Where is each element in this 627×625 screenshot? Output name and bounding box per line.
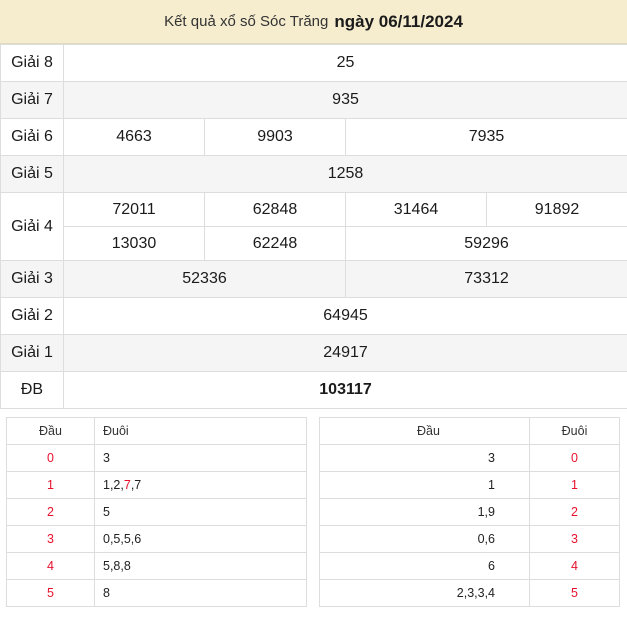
prize-label-1: Giải 1 — [1, 335, 64, 372]
table-row-prize-3 — [1, 261, 627, 298]
tail-value-4: 5,8,8 — [95, 553, 307, 580]
head-value-3: 3 — [7, 526, 95, 553]
right-tail-value-0: 0 — [530, 445, 620, 472]
prize-value-4-4: 91892 — [487, 193, 627, 227]
prize-label-2: Giải 2 — [1, 298, 64, 335]
right-tail-value-4: 4 — [530, 553, 620, 580]
table-row-prize-1 — [1, 335, 627, 372]
prize-value-6-2: 9903 — [205, 119, 346, 156]
tail-value-0: 3 — [95, 445, 307, 472]
table-row — [320, 553, 620, 580]
prize-value-4-1: 72011 — [64, 193, 205, 227]
prize-value-4-7: 59296 — [346, 227, 627, 261]
prize-value-4-3: 31464 — [346, 193, 487, 227]
prize-label-4: Giải 4 — [1, 193, 64, 261]
head-tail-right-table — [319, 417, 620, 607]
table-row — [7, 526, 307, 553]
prize-value-6-3: 7935 — [346, 119, 627, 156]
column-header-duoi-left: Đuôi — [95, 418, 307, 445]
tail-value-5: 8 — [95, 580, 307, 607]
head-tail-right-wrap — [319, 417, 620, 607]
right-tail-value-5: 5 — [530, 580, 620, 607]
right-head-value-0: 3 — [320, 445, 530, 472]
prize-value-5-1: 1258 — [64, 156, 627, 193]
table-row-prize-5 — [1, 156, 627, 193]
prize-value-4-5: 13030 — [64, 227, 205, 261]
table-row — [320, 526, 620, 553]
table-row-prize-8 — [1, 45, 627, 82]
right-tail-value-3: 3 — [530, 526, 620, 553]
table-row — [7, 580, 307, 607]
head-tail-left-wrap — [6, 417, 307, 607]
head-value-5: 5 — [7, 580, 95, 607]
right-head-value-5: 2,3,3,4 — [320, 580, 530, 607]
table-row — [7, 445, 307, 472]
column-header-duoi-right: Đuôi — [530, 418, 620, 445]
right-head-value-3: 0,6 — [320, 526, 530, 553]
prize-label-5: Giải 5 — [1, 156, 64, 193]
table-row — [7, 499, 307, 526]
right-head-value-4: 6 — [320, 553, 530, 580]
tail-value-3: 0,5,5,6 — [95, 526, 307, 553]
result-date: ngày 06/11/2024 — [334, 11, 463, 31]
table-row — [320, 445, 620, 472]
head-tail-right-header-row — [320, 418, 620, 445]
head-value-1: 1 — [7, 472, 95, 499]
prize-value-1-1: 24917 — [64, 335, 627, 372]
prize-value-2-1: 64945 — [64, 298, 627, 335]
page-title: Kết quả xổ số Sóc Trăng — [164, 13, 329, 30]
column-header-dau-right: Đầu — [320, 418, 530, 445]
tail-value-2: 5 — [95, 499, 307, 526]
prize-label-6: Giải 6 — [1, 119, 64, 156]
prize-value-7-1: 935 — [64, 82, 627, 119]
prize-value-3-1: 52336 — [64, 261, 346, 298]
prize-label-db: ĐB — [1, 372, 64, 409]
prize-label-7: Giải 7 — [1, 82, 64, 119]
table-row — [320, 499, 620, 526]
tail-value-1: 1,2,7,7 — [95, 472, 307, 499]
prize-label-8: Giải 8 — [1, 45, 64, 82]
table-row — [320, 472, 620, 499]
prize-value-db-1: 103117 — [64, 372, 627, 409]
prize-value-6-1: 4663 — [64, 119, 205, 156]
table-row-prize-4b — [1, 227, 627, 261]
results-table — [0, 44, 627, 409]
right-head-value-2: 1,9 — [320, 499, 530, 526]
prize-value-4-6: 62248 — [205, 227, 346, 261]
right-head-value-1: 1 — [320, 472, 530, 499]
right-tail-value-1: 1 — [530, 472, 620, 499]
head-tail-left-table — [6, 417, 307, 607]
table-row-prize-7 — [1, 82, 627, 119]
column-header-dau-left: Đầu — [7, 418, 95, 445]
head-tail-left-header-row — [7, 418, 307, 445]
prize-label-3: Giải 3 — [1, 261, 64, 298]
prize-value-3-2: 73312 — [346, 261, 627, 298]
table-row-prize-6 — [1, 119, 627, 156]
table-row — [320, 580, 620, 607]
head-tail-section — [0, 409, 627, 607]
head-value-2: 2 — [7, 499, 95, 526]
page-header — [0, 0, 627, 44]
right-tail-value-2: 2 — [530, 499, 620, 526]
head-value-0: 0 — [7, 445, 95, 472]
prize-value-4-2: 62848 — [205, 193, 346, 227]
table-row-prize-4a — [1, 193, 627, 227]
table-row-prize-2 — [1, 298, 627, 335]
table-row — [7, 472, 307, 499]
head-value-4: 4 — [7, 553, 95, 580]
prize-value-8-1: 25 — [64, 45, 627, 82]
table-row-prize-db — [1, 372, 627, 409]
table-row — [7, 553, 307, 580]
